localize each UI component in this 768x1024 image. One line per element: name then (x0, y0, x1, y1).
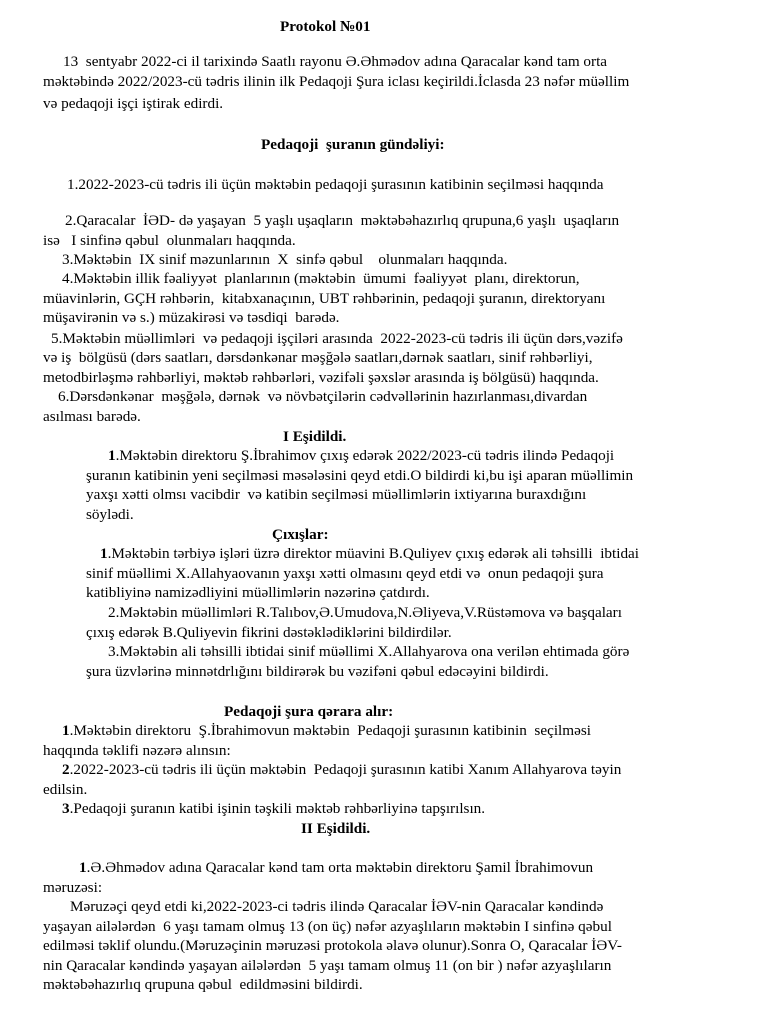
speech-text: .Məktəbin tərbiyə işləri üzrə direktor müavini B.Quliyev çıxış edərək ali təhsilli ibtidai (107, 545, 640, 562)
section1-line (108, 447, 614, 465)
decision-line (62, 761, 621, 779)
section2-line: məruzəsi: (43, 879, 103, 896)
item-number: 1 (100, 545, 108, 562)
decision-text: .2022-2023-cü tədris ili üçün məktəbin Pedaqoji şurasının katibi Xanım Allahyarova təyin (69, 761, 622, 778)
agenda-line: 1.2022-2023-cü tədris ili üçün məktəbin pedaqoji şurasının katibinin seçilməsi haqqında (67, 176, 604, 193)
decision-heading: Pedaqoji şura qərara alır: (224, 703, 394, 720)
speech-line: katibliyinə namizədliyini müəllimlərin nəzərinə çatdırdı. (86, 584, 430, 601)
agenda-line: müavinlərin, GÇH rəhbərin, kitabxanaçının, UBT rəhbərinin, pedaqoji şuranın, direktoryanı (43, 290, 606, 307)
section2-line: məktəbəhazırlıq qrupuna qəbul edildməsini bildirdi. (43, 976, 363, 993)
item-number: 1 (108, 447, 116, 464)
item-number: 2 (62, 761, 70, 778)
speech-line: çıxış edərək B.Quliyevin fikrini dəstəklədiklərini bildirdilər. (86, 624, 452, 641)
intro-line: məktəbində 2022/2023-cü tədris ilinin ilk Pedaqoji Şura iclası keçirildi.İclasda 23 nəfər müəllim (43, 73, 630, 90)
agenda-line: 4.Məktəbin illik fəaliyyət planlarının (məktəbin ümumi fəaliyyət planı, direktorun, (62, 270, 580, 287)
decision-line (62, 722, 591, 740)
agenda-line: isə I sinfinə qəbul olunmaları haqqında. (43, 232, 296, 249)
intro-line: və pedaqoji işçi iştirak edirdi. (43, 95, 224, 112)
agenda-line: metodbirləşmə rəhbərliyi, məktəb rəhbərləri, vəzifəli şəxslər arasında iş bölgüsü) haqqında. (43, 369, 599, 386)
section1-text: .Məktəbin direktoru Ş.İbrahimov çıxış edərək 2022/2023-cü tədris ilində Pedaqoji (115, 447, 615, 464)
speech-line (100, 545, 639, 563)
speech-line: 2.Məktəbin müəllimləri R.Talıbov,Ə.Umudova,N.Əliyeva,V.Rüstəmova və başqaları (108, 604, 622, 621)
decision-line: haqqında təklifi nəzərə alınsın: (43, 742, 231, 759)
section2-heading: II Eşidildi. (301, 820, 371, 837)
agenda-heading: Pedaqoji şuranın gündəliyi: (261, 136, 445, 153)
document-title: Protokol №01 (280, 18, 371, 35)
section1-line: söylədi. (86, 506, 134, 523)
speech-line: sinif müəllimi X.Allahyaovanın yaxşı xətti olmasını qeyd etdi və onun pedaqoji şura (86, 565, 604, 582)
agenda-line: və iş bölgüsü (dərs saatları, dərsdənkənar məşğələ saatları,dərnək saatları, sinif rəhbərliyi, (43, 349, 593, 366)
speech-line: 3.Məktəbin ali təhsilli ibtidai sinif müəllimi X.Allahyarova ona verilən ehtimada görə (108, 643, 630, 660)
section1-heading: I Eşidildi. (283, 428, 347, 445)
section1-line: şuranın katibinin yeni seçilməsi məsələsini qeyd etdi.O bildirdi ki,bu işi aparan müəllimin (86, 467, 634, 484)
section2-line: Məruzəçi qeyd etdi ki,2022-2023-ci tədris ilində Qaracalar İƏV-nin Qaracalar kəndində (70, 898, 604, 915)
decision-line: edilsin. (43, 781, 88, 798)
section1-line: yaxşı xətti olmsı vacibdir və katibin seçilməsi müəllimlərin ixtiyarına buraxdığını (86, 486, 587, 503)
decision-text: .Pedaqoji şuranın katibi işinin təşkili məktəb rəhbərliyinə tapşırılsın. (69, 800, 486, 817)
agenda-line: 2.Qaracalar İƏD- də yaşayan 5 yaşlı uşaqların məktəbəhazırlıq qrupuna,6 yaşlı uşaqların (65, 212, 620, 229)
agenda-line: 5.Məktəbin müəllimləri və pedaqoji işçiləri arasında 2022-2023-cü tədris ili üçün dərs,vəzifə (51, 330, 623, 347)
speeches-heading: Çıxışlar: (272, 526, 329, 543)
section2-line (79, 859, 593, 877)
agenda-line: müşavirənin və s.) müzakirəsi və təsdiqi barədə. (43, 309, 340, 326)
speech-line: şura üzvlərinə minnətdrlığını bildirərək bu vəzifəni qəbul edəcəyini bildirdi. (86, 663, 549, 680)
agenda-line: 3.Məktəbin IX sinif məzunlarının X sinfə qəbul olunmaları haqqında. (62, 251, 508, 268)
agenda-line: asılması barədə. (43, 408, 141, 425)
intro-line: 13 sentyabr 2022-ci il tarixində Saatlı rayonu Ə.Əhmədov adına Qaracalar kənd tam orta (63, 53, 608, 70)
decision-text: .Məktəbin direktoru Ş.İbrahimovun məktəbin Pedaqoji şurasının katibinin seçilməsi (69, 722, 591, 739)
section2-line: nin Qaracalar kəndində yaşayan ailələrdən 5 yaşı tamam olmuş 11 (on bir ) nəfər azyaşlıların (43, 957, 612, 974)
item-number: 1 (79, 859, 87, 876)
item-number: 3 (62, 800, 70, 817)
agenda-line: 6.Dərsdənkənar məşğələ, dərnək və növbətçilərin cədvəllərinin hazırlanması,divardan (58, 388, 588, 405)
section2-text: .Ə.Əhmədov adına Qaracalar kənd tam orta məktəbin direktoru Şamil İbrahimovun (86, 859, 594, 876)
item-number: 1 (62, 722, 70, 739)
decision-line (62, 800, 485, 818)
section2-line: yaşayan ailələrdən 6 yaşı tamam olmuş 13 (on üç) nəfər azyaşlıların məktəbin I sinfinə qəbul (43, 918, 612, 935)
section2-line: edilməsi təklif olundu.(Məruzəçinin məruzəsi protokola əlavə olunur).Sonra O, Qaracalar İƏV- (43, 937, 622, 954)
